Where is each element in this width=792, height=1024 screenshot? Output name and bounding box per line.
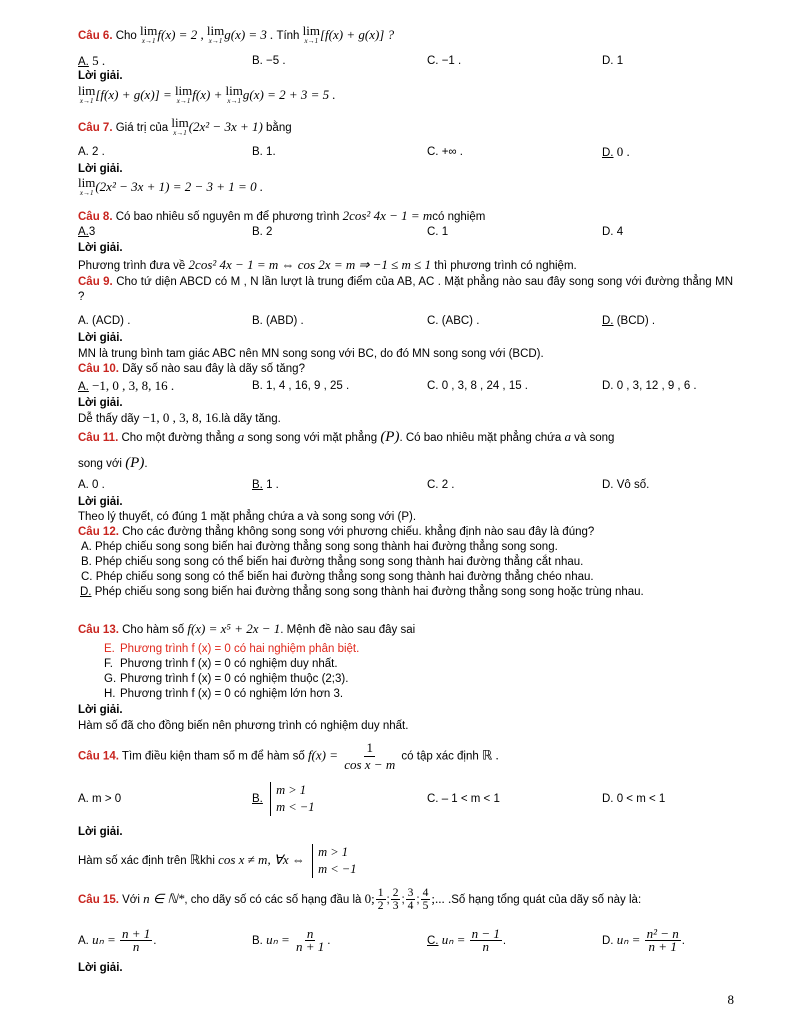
q14-stem: Câu 14. Tìm điều kiện tham số m để hàm số f(x) = $\frac{1}{\text{cos x − m}}$ có tập xác định ℝ . xyxy=(78,740,499,772)
q7-solution: lim x→1 (2x² − 3x + 1) = 2 − 3 + 1 = 0 . xyxy=(78,175,264,197)
q15-stem: Câu 15. Với n ∈ ℕ*, cho dãy số có các số hạng đầu là 0; $\frac{1}{2}$ ; $\frac{2}{3}$ ; $\frac{3}{4}$ ; $\frac{4}{5}$ ;... .Số hạng tổng quát của dãy số này là: xyxy=(78,887,642,913)
q14-option-a[interactable]: A. m > 0 xyxy=(78,793,122,805)
q14-solution-system: m > 1 m < −1 xyxy=(312,844,356,878)
q6-solution-label: Lời giải. xyxy=(78,70,123,82)
q6-option-a[interactable]: A. 5 . xyxy=(78,53,106,68)
q8-option-b[interactable]: B. 2 xyxy=(252,226,273,238)
q8-option-c[interactable]: C. 1 xyxy=(427,226,449,238)
q15-option-d[interactable]: D. uₙ = $\frac{\text{n² − n}}{n + 1}$ . xyxy=(602,926,685,955)
q7-option-a[interactable]: A. 2 . xyxy=(78,146,105,158)
q8-stem: Câu 8. Có bao nhiêu số nguyên m để phương trình 2cos² 4x − 1 = mcó nghiệm xyxy=(78,208,486,223)
page-number: 8 xyxy=(727,992,734,1007)
q9-solution: MN là trung bình tam giác ABC nên MN song song với BC, do đó MN song song với (BCD). xyxy=(78,348,544,360)
q9-solution-label: Lời giải. xyxy=(78,332,123,344)
q7-solution-label: Lời giải. xyxy=(78,163,123,175)
q6-option-d[interactable]: D. 1 xyxy=(602,55,624,67)
q8-solution-label: Lời giải. xyxy=(78,242,123,254)
q9-option-c[interactable]: C. (ABC) . xyxy=(427,315,480,327)
q7-option-d[interactable]: D. 0 . xyxy=(602,144,630,159)
q13-stem: Câu 13. Cho hàm số f(x) = x⁵ + 2x − 1. Mệnh đề nào sau đây sai xyxy=(78,621,416,636)
limit-symbol: lim x→1 xyxy=(78,83,96,105)
q10-option-c[interactable]: C. 0 , 3, 8 , 24 , 15 . xyxy=(427,380,529,392)
q14-b-system: m > 1 m < −1 xyxy=(270,782,314,816)
q7-option-b[interactable]: B. 1. xyxy=(252,146,276,158)
limit-symbol: lim x→1 xyxy=(171,115,189,137)
q7-stem: Câu 7. Giá trị của lim x→1 (2x² − 3x + 1) bằng xyxy=(78,115,292,137)
q13-solution: Hàm số đã cho đồng biến nên phương trình có nghiệm duy nhất. xyxy=(78,720,409,732)
q11-stem-line2: song với (P). xyxy=(78,455,148,471)
q13-option-e[interactable]: E. Phương trình f (x) = 0 có hai nghiệm phân biệt. xyxy=(104,643,360,655)
q9-stem: Câu 9. Cho tứ diện ABCD có M , N lần lượt là trung điểm của AB, AC . Mặt phẳng nào sau đây song song với đường thẳng MN ? xyxy=(78,276,733,303)
q11-stem-line1: Câu 11. Cho một đường thẳng a song song với mặt phẳng (P). Có bao nhiêu mặt phẳng chứa a và song xyxy=(78,429,615,445)
q13-solution-label: Lời giải. xyxy=(78,704,123,716)
q10-solution: Dễ thấy dãy −1, 0 , 3, 8, 16.là dãy tăng. xyxy=(78,410,281,425)
q14-option-c[interactable]: C. – 1 < m < 1 xyxy=(427,793,500,805)
q6-solution: lim x→1 [f(x) + g(x)] = lim x→1 f(x) + lim x→1 g(x) = 2 + 3 = 5 . xyxy=(78,83,336,105)
q9-option-b[interactable]: B. (ABD) . xyxy=(252,315,304,327)
q10-stem: Câu 10. Dãy số nào sau đây là dãy số tăng? xyxy=(78,363,305,375)
q11-option-a[interactable]: A. 0 . xyxy=(78,479,105,491)
q8-option-d[interactable]: D. 4 xyxy=(602,226,624,238)
q14-option-b[interactable]: B. m > 1 m < −1 xyxy=(252,782,315,814)
q6-stem: Câu 6. Cho lim x→1 f(x) = 2 , lim x→1 g(x) = 3 . Tính lim x→1 [f(x) + g(x)] ? xyxy=(78,23,395,45)
q10-option-d[interactable]: D. 0 , 3, 12 , 9 , 6 . xyxy=(602,380,697,392)
q11-option-b[interactable]: B. 1 . xyxy=(252,479,279,491)
q10-solution-label: Lời giải. xyxy=(78,397,123,409)
q12-option-d[interactable]: D. Phép chiếu song song biến hai đường thẳng song song thành hai đường thẳng song song hoặc trùng nhau. xyxy=(80,586,644,598)
q7-option-c[interactable]: C. +∞ . xyxy=(427,146,463,158)
q11-solution: Theo lý thuyết, có đúng 1 mặt phẳng chứa a và song song với (P). xyxy=(78,511,417,523)
q11-option-d[interactable]: D. Vô số. xyxy=(602,479,650,491)
q6-option-b[interactable]: B. −5 . xyxy=(252,55,286,67)
q11-solution-label: Lời giải. xyxy=(78,496,123,508)
q6-option-c[interactable]: C. −1 . xyxy=(427,55,462,67)
q13-option-f[interactable]: F. Phương trình f (x) = 0 có nghiệm duy nhất. xyxy=(104,658,338,670)
q12-option-b[interactable]: B. Phép chiếu song song có thể biến hai đường thẳng song song thành hai đường thẳng cắt nhau. xyxy=(81,556,584,568)
q10-option-a[interactable]: A. −1, 0 , 3, 8, 16 . xyxy=(78,378,175,393)
q14-option-d[interactable]: D. 0 < m < 1 xyxy=(602,793,666,805)
q9-option-a[interactable]: A. (ACD) . xyxy=(78,315,131,327)
q14-solution-label: Lời giải. xyxy=(78,826,123,838)
q15-option-b[interactable]: B. uₙ = $\frac{n}{n + 1}$ . xyxy=(252,926,331,955)
limit-symbol: lim x→1 xyxy=(302,23,320,45)
q15-solution-label: Lời giải. xyxy=(78,962,123,974)
q11-option-c[interactable]: C. 2 . xyxy=(427,479,455,491)
q15-option-a[interactable]: A. uₙ = $\frac{n + 1}{n}$ . xyxy=(78,926,157,955)
q8-option-a[interactable]: A.3 xyxy=(78,226,96,238)
q12-stem: Câu 12. Cho các đường thẳng không song song với phương chiếu. khẳng định nào sau đây là đúng? xyxy=(78,526,595,538)
q14-solution: Hàm số xác định trên ℝkhi cos x ≠ m, ∀x ⇔ m > 1 m < −1 xyxy=(78,844,357,876)
q13-option-g[interactable]: G. Phương trình f (x) = 0 có nghiệm thuộc (2;3). xyxy=(104,673,349,685)
q14-fraction: $\frac{1}{\text{cos x − m}}$ xyxy=(344,740,396,772)
q12-option-c[interactable]: C. Phép chiếu song song có thể biến hai đường thẳng song song thành hai đường thẳng chéo nhau. xyxy=(81,571,594,583)
limit-symbol: lim x→1 xyxy=(140,23,158,45)
limit-symbol: lim x→1 xyxy=(174,83,193,105)
q10-option-b[interactable]: B. 1, 4 , 16, 9 , 25 . xyxy=(252,380,350,392)
q15-option-c[interactable]: C. uₙ = $\frac{n - 1}{n}$ . xyxy=(427,926,507,955)
q9-option-d[interactable]: D. (BCD) . xyxy=(602,315,656,327)
q8-solution: Phương trình đưa về 2cos² 4x − 1 = m ⇔ cos 2x = m ⇒ −1 ≤ m ≤ 1 thì phương trình có nghiệm. xyxy=(78,257,577,272)
limit-symbol: lim x→1 xyxy=(78,175,96,197)
q6-label: Câu 6. xyxy=(78,30,113,43)
q13-option-h[interactable]: H. Phương trình f (x) = 0 có nghiệm lớn hơn 3. xyxy=(104,688,344,700)
limit-symbol: lim x→1 xyxy=(206,23,225,45)
limit-symbol: lim x→1 xyxy=(225,83,243,105)
q12-option-a[interactable]: A. Phép chiếu song song biến hai đường thẳng song song thành hai đường thẳng song song. xyxy=(81,541,558,553)
